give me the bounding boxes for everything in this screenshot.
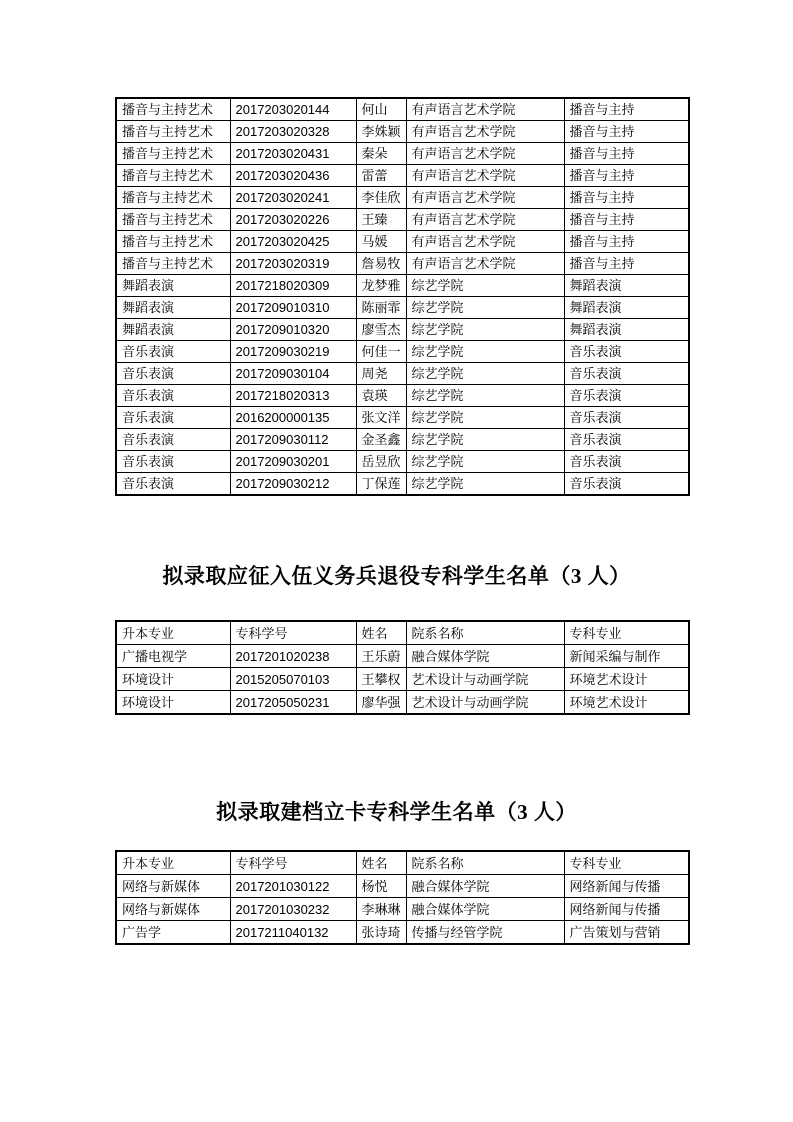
table-cell: 环境艺术设计 xyxy=(564,668,689,691)
table-cell: 播音与主持艺术 xyxy=(116,187,230,209)
table-cell: 网络与新媒体 xyxy=(116,898,230,921)
table-cell: 2017218020309 xyxy=(230,275,356,297)
table-cell: 专科专业 xyxy=(564,621,689,645)
table-cell: 综艺学院 xyxy=(406,319,564,341)
table-cell: 有声语言艺术学院 xyxy=(406,253,564,275)
table-cell: 播音与主持 xyxy=(564,231,689,253)
table-cell: 音乐表演 xyxy=(564,407,689,429)
table-cell: 综艺学院 xyxy=(406,363,564,385)
table-cell: 综艺学院 xyxy=(406,407,564,429)
poverty-table-body xyxy=(116,875,689,945)
table-cell: 2017201030232 xyxy=(230,898,356,921)
table-cell: 廖雪杰 xyxy=(356,319,406,341)
table-row xyxy=(116,253,689,275)
table-cell: 播音与主持 xyxy=(564,143,689,165)
table-cell: 马媛 xyxy=(356,231,406,253)
table-cell: 张诗琦 xyxy=(356,921,406,945)
table-cell: 2017218020313 xyxy=(230,385,356,407)
table-cell: 姓名 xyxy=(356,851,406,875)
table-cell: 专科专业 xyxy=(564,851,689,875)
table-cell: 专科学号 xyxy=(230,621,356,645)
table-row xyxy=(116,143,689,165)
table-cell: 播音与主持艺术 xyxy=(116,98,230,121)
table-cell: 2017209010310 xyxy=(230,297,356,319)
table-cell: 音乐表演 xyxy=(564,451,689,473)
table-row xyxy=(116,898,689,921)
table-cell: 环境艺术设计 xyxy=(564,691,689,715)
table-cell: 播音与主持艺术 xyxy=(116,165,230,187)
registered-poverty-students-table xyxy=(115,850,690,945)
table-cell: 融合媒体学院 xyxy=(406,875,564,898)
table-cell: 播音与主持 xyxy=(564,165,689,187)
table-cell: 音乐表演 xyxy=(116,451,230,473)
table-cell: 2017209030201 xyxy=(230,451,356,473)
table-row xyxy=(116,875,689,898)
admitted-students-table-continued xyxy=(115,97,690,496)
table-row xyxy=(116,231,689,253)
table-row xyxy=(116,668,689,691)
table-cell: 有声语言艺术学院 xyxy=(406,98,564,121)
table-cell: 有声语言艺术学院 xyxy=(406,143,564,165)
table-cell: 袁瑛 xyxy=(356,385,406,407)
table-cell: 音乐表演 xyxy=(564,473,689,496)
poverty-section-title: 拟录取建档立卡专科学生名单（3 人） xyxy=(216,800,577,824)
table-cell: 2016200000135 xyxy=(230,407,356,429)
table-cell: 播音与主持 xyxy=(564,209,689,231)
table-cell: 詹易牧 xyxy=(356,253,406,275)
table-row xyxy=(116,341,689,363)
table-cell: 环境设计 xyxy=(116,668,230,691)
table-cell: 何佳一 xyxy=(356,341,406,363)
table-cell: 2017203020144 xyxy=(230,98,356,121)
table-cell: 环境设计 xyxy=(116,691,230,715)
table-cell: 升本专业 xyxy=(116,851,230,875)
table-cell: 杨悦 xyxy=(356,875,406,898)
table-cell: 有声语言艺术学院 xyxy=(406,231,564,253)
table-cell: 2017203020436 xyxy=(230,165,356,187)
table-cell: 李佳欣 xyxy=(356,187,406,209)
table-row xyxy=(116,921,689,945)
table-row xyxy=(116,385,689,407)
table-row xyxy=(116,429,689,451)
table-cell: 2017203020328 xyxy=(230,121,356,143)
table-cell: 综艺学院 xyxy=(406,451,564,473)
table-row xyxy=(116,319,689,341)
table-cell: 2017209030219 xyxy=(230,341,356,363)
table-cell: 舞蹈表演 xyxy=(116,319,230,341)
table-cell: 综艺学院 xyxy=(406,385,564,407)
table-cell: 院系名称 xyxy=(406,621,564,645)
table-cell: 广告学 xyxy=(116,921,230,945)
table-cell: 何山 xyxy=(356,98,406,121)
table-cell: 升本专业 xyxy=(116,621,230,645)
table-cell: 秦朵 xyxy=(356,143,406,165)
table-cell: 2017209030112 xyxy=(230,429,356,451)
table-row xyxy=(116,621,689,645)
table-cell: 舞蹈表演 xyxy=(116,275,230,297)
table-cell: 播音与主持 xyxy=(564,253,689,275)
table-cell: 融合媒体学院 xyxy=(406,898,564,921)
table-cell: 舞蹈表演 xyxy=(564,297,689,319)
table-cell: 音乐表演 xyxy=(116,429,230,451)
table-row xyxy=(116,98,689,121)
table-cell: 播音与主持 xyxy=(564,187,689,209)
table-cell: 有声语言艺术学院 xyxy=(406,187,564,209)
table-cell: 岳昱欣 xyxy=(356,451,406,473)
table-cell: 综艺学院 xyxy=(406,429,564,451)
table-cell: 音乐表演 xyxy=(564,385,689,407)
table-cell: 2017209010320 xyxy=(230,319,356,341)
table-cell: 网络新闻与传播 xyxy=(564,875,689,898)
table-row xyxy=(116,407,689,429)
table-cell: 艺术设计与动画学院 xyxy=(406,668,564,691)
table-row xyxy=(116,851,689,875)
table-cell: 有声语言艺术学院 xyxy=(406,209,564,231)
table-cell: 网络新闻与传播 xyxy=(564,898,689,921)
table-cell: 2017209030212 xyxy=(230,473,356,496)
veteran-table-body xyxy=(116,645,689,715)
table-cell: 音乐表演 xyxy=(564,341,689,363)
table-cell: 艺术设计与动画学院 xyxy=(406,691,564,715)
table-cell: 综艺学院 xyxy=(406,473,564,496)
table-cell: 专科学号 xyxy=(230,851,356,875)
table-cell: 播音与主持艺术 xyxy=(116,231,230,253)
table-row xyxy=(116,209,689,231)
table-cell: 舞蹈表演 xyxy=(564,319,689,341)
table-cell: 音乐表演 xyxy=(116,385,230,407)
table-row xyxy=(116,275,689,297)
table-cell: 播音与主持 xyxy=(564,98,689,121)
table-cell: 有声语言艺术学院 xyxy=(406,165,564,187)
table-cell: 播音与主持艺术 xyxy=(116,121,230,143)
table-cell: 音乐表演 xyxy=(564,363,689,385)
table-row xyxy=(116,297,689,319)
table-row xyxy=(116,121,689,143)
poverty-table-header-row xyxy=(116,851,689,875)
table-cell: 播音与主持艺术 xyxy=(116,143,230,165)
table-cell: 2017203020431 xyxy=(230,143,356,165)
table-cell: 廖华强 xyxy=(356,691,406,715)
table-cell: 综艺学院 xyxy=(406,275,564,297)
table-cell: 2017209030104 xyxy=(230,363,356,385)
table-cell: 音乐表演 xyxy=(564,429,689,451)
table-cell: 音乐表演 xyxy=(116,407,230,429)
table-cell: 音乐表演 xyxy=(116,473,230,496)
table-cell: 李琳琳 xyxy=(356,898,406,921)
table-cell: 音乐表演 xyxy=(116,341,230,363)
table-cell: 有声语言艺术学院 xyxy=(406,121,564,143)
table-cell: 李姝颖 xyxy=(356,121,406,143)
table-cell: 2015205070103 xyxy=(230,668,356,691)
table-cell: 王攀权 xyxy=(356,668,406,691)
table-cell: 播音与主持艺术 xyxy=(116,209,230,231)
table-cell: 张文洋 xyxy=(356,407,406,429)
table-cell: 2017203020226 xyxy=(230,209,356,231)
table-cell: 音乐表演 xyxy=(116,363,230,385)
table-row xyxy=(116,691,689,715)
table-cell: 播音与主持艺术 xyxy=(116,253,230,275)
table-cell: 传播与经管学院 xyxy=(406,921,564,945)
table-cell: 院系名称 xyxy=(406,851,564,875)
table-cell: 网络与新媒体 xyxy=(116,875,230,898)
table-row xyxy=(116,187,689,209)
table-cell: 王乐蔚 xyxy=(356,645,406,668)
table-cell: 2017203020319 xyxy=(230,253,356,275)
table-cell: 2017203020241 xyxy=(230,187,356,209)
table-cell: 播音与主持 xyxy=(564,121,689,143)
table-cell: 2017211040132 xyxy=(230,921,356,945)
table-row xyxy=(116,165,689,187)
table-cell: 2017205050231 xyxy=(230,691,356,715)
table-cell: 广告策划与营销 xyxy=(564,921,689,945)
table-cell: 龙梦雅 xyxy=(356,275,406,297)
table-cell: 舞蹈表演 xyxy=(564,275,689,297)
admitted-students-table-body xyxy=(116,98,689,495)
table-cell: 综艺学院 xyxy=(406,297,564,319)
table-cell: 综艺学院 xyxy=(406,341,564,363)
table-cell: 新闻采编与制作 xyxy=(564,645,689,668)
table-cell: 姓名 xyxy=(356,621,406,645)
table-cell: 周尧 xyxy=(356,363,406,385)
veteran-section-title: 拟录取应征入伍义务兵退役专科学生名单（3 人） xyxy=(162,564,631,588)
veteran-students-table xyxy=(115,620,690,715)
table-cell: 舞蹈表演 xyxy=(116,297,230,319)
table-cell: 2017201020238 xyxy=(230,645,356,668)
table-cell: 陈丽霏 xyxy=(356,297,406,319)
table-cell: 融合媒体学院 xyxy=(406,645,564,668)
table-cell: 广播电视学 xyxy=(116,645,230,668)
table-cell: 雷蕾 xyxy=(356,165,406,187)
table-cell: 2017201030122 xyxy=(230,875,356,898)
table-cell: 王臻 xyxy=(356,209,406,231)
table-row xyxy=(116,363,689,385)
table-cell: 丁保莲 xyxy=(356,473,406,496)
table-row xyxy=(116,645,689,668)
table-cell: 2017203020425 xyxy=(230,231,356,253)
veteran-table-header-row xyxy=(116,621,689,645)
table-row xyxy=(116,473,689,496)
table-cell: 金圣鑫 xyxy=(356,429,406,451)
table-row xyxy=(116,451,689,473)
